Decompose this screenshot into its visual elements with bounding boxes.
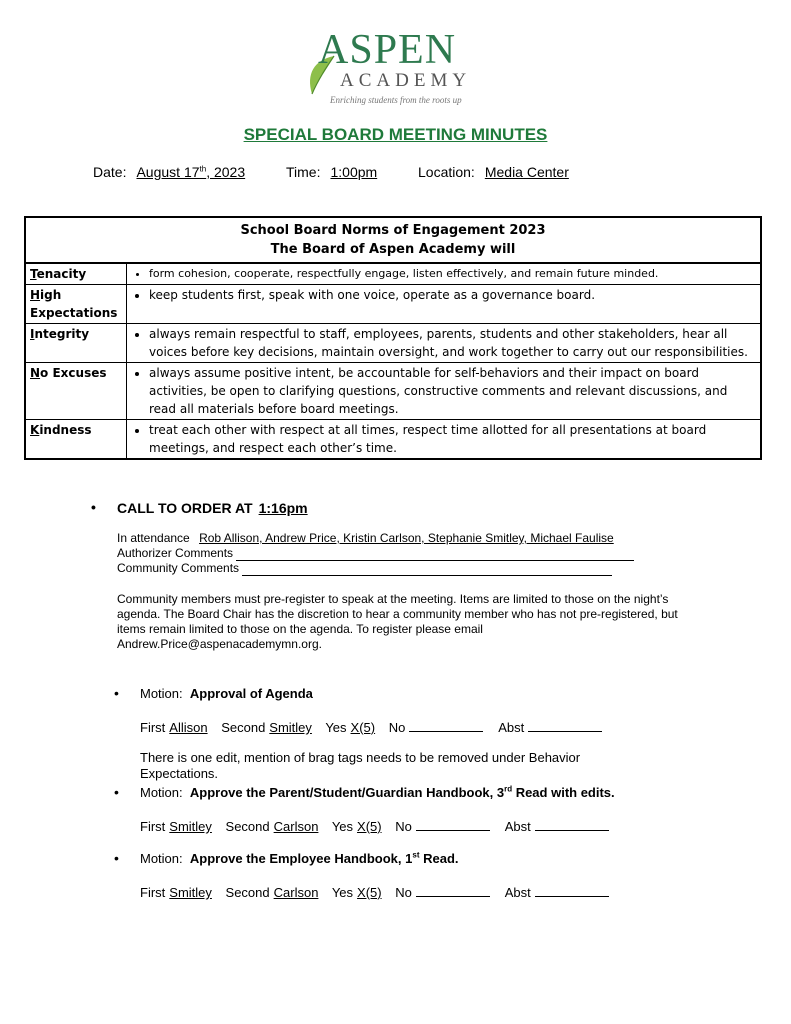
motion-1-votes: First Allison Second Smitley Yes X(5) No Abst [140,719,614,735]
community-note: Community members must pre-register to speak at the meeting. Items are limited to those on the night’s agenda. The Board Chair has the discretion to hear a community member who has not pre-registered, but items remain limited to those on the agenda. To register please email Andrew.Price@aspenacademymn.org. [117,592,678,651]
second-value: Smitley [269,720,312,735]
community-comments-label: Community Comments [117,561,240,575]
norm-term: Kindness [25,420,127,460]
attendance-line [117,531,636,546]
norms-row-no-excuses [25,363,761,420]
logo-tagline: Enriching students from the roots up [330,95,462,105]
motion-prefix: Motion: [140,851,183,866]
norms-row-high-expectations [25,285,761,324]
norms-heading-line2: The Board of Aspen Academy will [270,242,516,257]
norm-term: Tenacity [25,263,127,285]
norm-term: Integrity [25,324,127,363]
bullet-icon: • [114,850,119,866]
second-value: Carlson [273,819,319,834]
call-to-order-label: CALL TO ORDER AT [117,500,253,516]
meeting-location [418,164,573,180]
motion-approval-of-agenda [114,685,313,702]
authorizer-comments-blank [236,547,634,561]
norms-heading-row [25,217,761,263]
document-title: SPECIAL BOARD MEETING MINUTES [243,125,548,144]
abst-blank [535,818,609,831]
norms-row-kindness [25,420,761,460]
no-blank [416,884,490,897]
abst-blank [535,884,609,897]
norms-row-tenacity [25,263,761,285]
first-value: Smitley [169,819,212,834]
motion-employee-handbook: • Motion: Approve the Employee Handbook, 1st Read. [114,850,459,866]
norms-heading-line1: School Board Norms of Engagement 2023 [240,223,546,238]
motion-title: Approval of Agenda [189,686,313,701]
first-value: Smitley [169,885,212,900]
call-to-order-time: 1:16pm [258,500,308,516]
motion-parent-handbook: • Motion: Approve the Parent/Student/Guardian Handbook, 3rd Read with edits. [114,784,615,800]
yes-value: X(5) [357,819,382,834]
first-value: Allison [169,720,208,735]
motion-1-note: There is one edit, mention of brag tags needs to be removed under Behavior Expectations. [140,750,581,781]
time-value: 1:00pm [330,164,378,180]
meeting-time [286,164,395,180]
bullet-icon: • [114,685,119,701]
date-value: August 17 [136,164,200,180]
yes-value: X(5) [350,720,376,735]
norms-row-integrity [25,324,761,363]
norms-table [24,216,762,460]
aspen-academy-logo [300,26,500,112]
date-suffix: th [199,164,207,174]
location-value: Media Center [484,164,569,180]
community-comments-line [117,561,636,576]
attendance-block [117,531,636,576]
norm-term: No Excuses [25,363,127,420]
meeting-date [93,164,263,180]
motion-3-votes: First Smitley Second Carlson Yes X(5) No Abst [140,884,621,900]
call-to-order [91,499,322,517]
bullet-icon: • [114,784,119,800]
norm-term: High Expectations [25,285,127,324]
date-year: , 2023 [206,164,246,180]
motion-title: Approve the Employee Handbook, 1 [189,851,413,866]
norms-heading [25,217,761,263]
logo-subname: ACADEMY [340,70,472,91]
norm-description: • treat each other with respect at all times, respect time allotted for all presentations at board meetings, and respect each other’s time. [127,420,762,460]
community-comments-blank [242,562,612,576]
norm-description: • keep students first, speak with one voice, operate as a governance board. [127,285,762,324]
motion-prefix: Motion: [140,686,183,701]
logo-name: ASPEN [318,27,457,73]
date-label: Date: [93,164,127,180]
norm-description: • form cohesion, cooperate, respectfully engage, listen effectively, and remain future minded. [127,263,762,285]
authorizer-comments-line [117,546,636,561]
motion-2-votes: First Smitley Second Carlson Yes X(5) No Abst [140,818,621,834]
no-blank [409,719,483,732]
no-blank [416,818,490,831]
motion-prefix: Motion: [140,785,183,800]
time-label: Time: [286,164,321,180]
yes-value: X(5) [357,885,382,900]
authorizer-comments-label: Authorizer Comments [117,546,234,560]
location-label: Location: [418,164,475,180]
norm-description: • always remain respectful to staff, employees, parents, students and other stakeholders, hear all voices before key decisions, maintain oversight, and work together to carry out our responsibilities. [127,324,762,363]
attendance-value: Rob Allison, Andrew Price, Kristin Carlson, Stephanie Smitley, Michael Faulise [199,531,614,545]
bullet-icon: • [91,499,96,515]
norm-description: • always assume positive intent, be accountable for self-behaviors and their impact on board activities, be open to clarifying questions, constructive comments and relevant discussions, and read all materials before board meetings. [127,363,762,420]
second-value: Carlson [273,885,319,900]
abst-blank [528,719,602,732]
attendance-label: In attendance [117,531,190,545]
motion-title: Approve the Parent/Student/Guardian Handbook, 3 [189,785,505,800]
